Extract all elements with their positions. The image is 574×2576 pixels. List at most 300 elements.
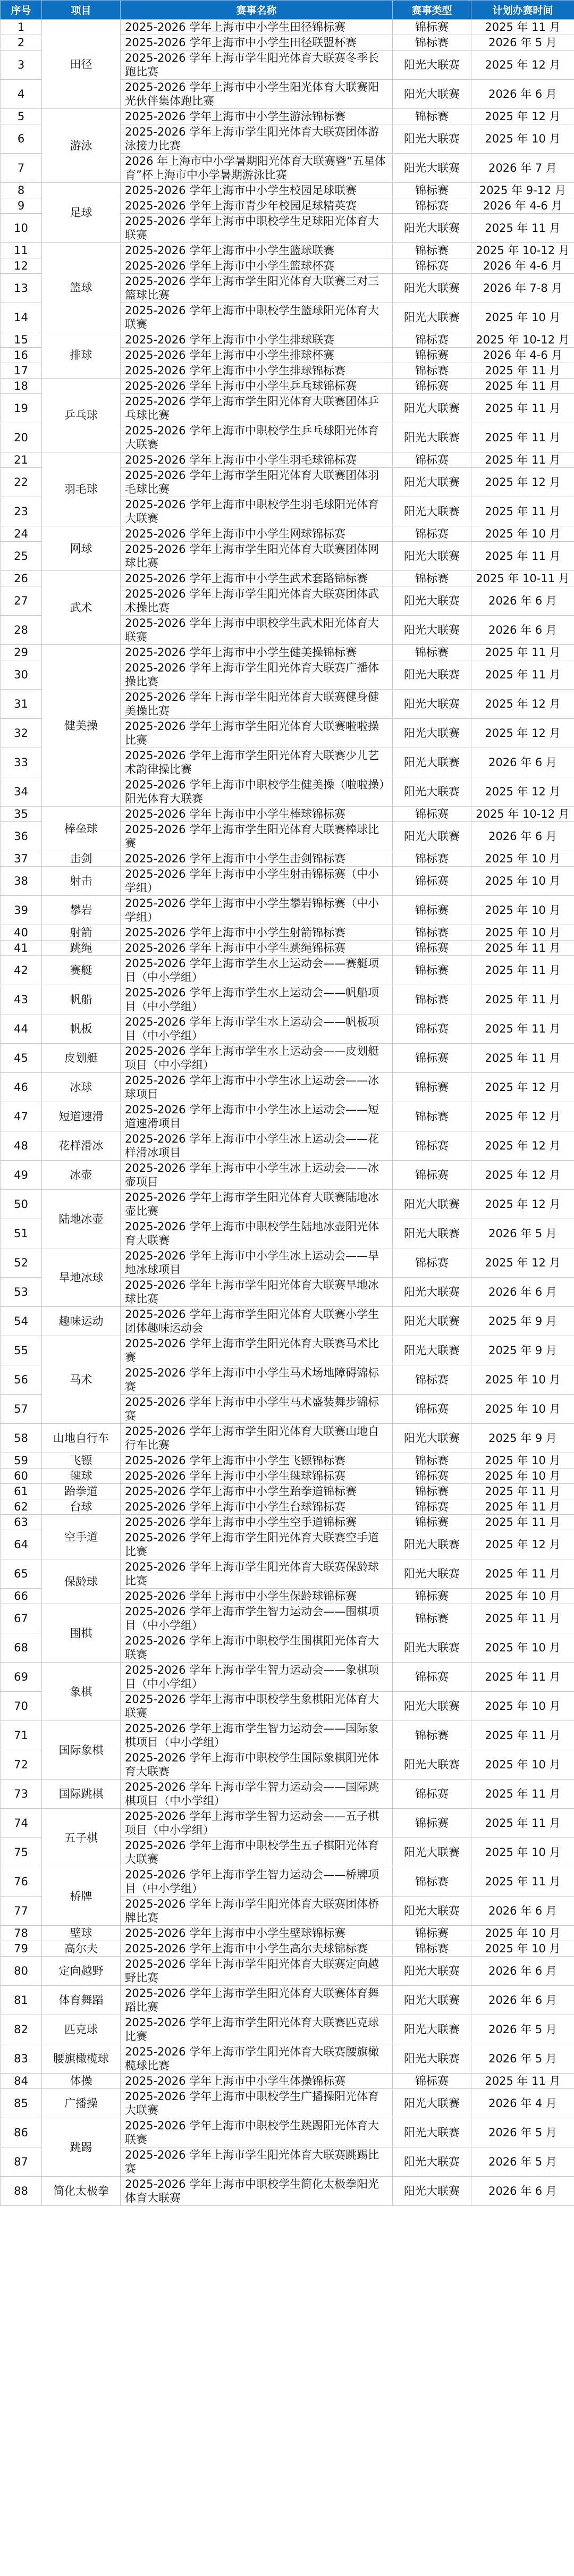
row-project: 体育舞蹈 [42,1986,121,2015]
row-event-name: 2025-2026 学年上海市学生水上运动会——帆船项目（中小学组） [121,985,393,1014]
row-project: 跆拳道 [42,1484,121,1499]
row-event-name: 2025-2026 学年上海市学生水上运动会——帆板项目（中小学组） [121,1014,393,1044]
row-number: 18 [1,379,42,394]
row-planned-time: 2025 年 10 月 [471,1692,574,1721]
row-event-name: 2025-2026 学年上海市学生智力运动会——象棋项目（中小学组） [121,1663,393,1692]
row-event-name: 2025-2026 学年上海市学生阳光体育大联赛三对三篮球比赛 [121,274,393,303]
row-event-name: 2025-2026 学年上海市中职校学生五子棋阳光体育大联赛 [121,1838,393,1867]
row-planned-time: 2025 年 10 月 [471,867,574,896]
row-event-name: 2025-2026 学年上海市中小学生篮球联赛 [121,243,393,258]
row-number: 45 [1,1044,42,1073]
row-project: 保龄球 [42,1559,121,1604]
row-planned-time: 2025 年 12 月 [471,1131,574,1161]
row-event-type: 阳光大联赛 [393,1559,471,1589]
row-number: 29 [1,645,42,660]
row-number: 70 [1,1692,42,1721]
table-row [1,109,574,124]
row-project: 高尔夫 [42,1941,121,1957]
row-event-name: 2025-2026 学年上海市学生阳光体育大联赛团体乒乓球比赛 [121,394,393,423]
row-event-type: 阳光大联赛 [393,1897,471,1926]
row-planned-time: 2025 年 11 月 [471,985,574,1014]
row-planned-time: 2025 年 11 月 [471,452,574,468]
row-planned-time: 2026 年 5 月 [471,2015,574,2044]
row-project: 攀岩 [42,896,121,925]
row-event-type: 阳光大联赛 [393,2147,471,2177]
row-project: 击剑 [42,851,121,867]
row-event-type: 锦标赛 [393,332,471,348]
row-event-type: 锦标赛 [393,925,471,941]
row-event-name: 2025-2026 学年上海市学生阳光体育大联赛体育舞蹈比赛 [121,1986,393,2015]
row-event-name: 2025-2026 学年上海市中职校学生围棋阳光体育大联赛 [121,1633,393,1663]
row-number: 80 [1,1957,42,1986]
table-row [1,851,574,867]
row-planned-time: 2026 年 4-6 月 [471,348,574,363]
row-project: 短道速滑 [42,1102,121,1131]
row-project: 趣味运动 [42,1307,121,1336]
row-number: 16 [1,348,42,363]
row-project: 健美操 [42,645,121,807]
row-event-type: 锦标赛 [393,363,471,379]
row-event-type: 阳光大联赛 [393,1957,471,1986]
row-event-name: 2025-2026 学年上海市学生阳光体育大联赛腰旗橄榄球比赛 [121,2044,393,2074]
row-number: 68 [1,1633,42,1663]
row-number: 58 [1,1424,42,1453]
table-row [1,1926,574,1941]
row-event-type: 锦标赛 [393,896,471,925]
row-number: 8 [1,183,42,198]
table-row [1,807,574,822]
table-row [1,1809,574,1838]
row-event-name: 2025-2026 学年上海市中小学生排球杯赛 [121,348,393,363]
row-planned-time: 2026 年 5 月 [471,2118,574,2147]
row-event-name: 2025-2026 学年上海市中小学生排球锦标赛 [121,363,393,379]
row-event-name: 2025-2026 学年上海市中小学生跆拳道锦标赛 [121,1484,393,1499]
table-row [1,1484,574,1499]
row-project: 帆船 [42,985,121,1014]
row-number: 36 [1,822,42,851]
row-planned-time: 2025 年 12 月 [471,1190,574,1219]
header-number: 序号 [1,1,42,20]
row-event-type: 阳光大联赛 [393,2177,471,2206]
row-event-name: 2025-2026 学年上海市中小学生高尔夫球锦标赛 [121,1941,393,1957]
row-event-type: 锦标赛 [393,1102,471,1131]
table-row [1,1941,574,1957]
row-event-type: 锦标赛 [393,35,471,51]
row-event-name: 2025-2026 学年上海市中小学生校园足球联赛 [121,183,393,198]
row-event-name: 2025-2026 学年上海市学生阳光体育大联赛团体桥牌比赛 [121,1897,393,1926]
table-row [1,2177,574,2206]
row-planned-time: 2025 年 10-12 月 [471,807,574,822]
row-event-type: 锦标赛 [393,941,471,956]
row-event-name: 2025-2026 学年上海市学生阳光体育大联赛健身健美操比赛 [121,690,393,719]
row-project: 帆板 [42,1014,121,1044]
table-row [1,1248,574,1278]
row-planned-time: 2025 年 10 月 [471,1365,574,1395]
row-planned-time: 2025 年 11 月 [471,1044,574,1073]
row-event-name: 2025-2026 学年上海市中小学生空手道锦标赛 [121,1515,393,1530]
row-number: 66 [1,1589,42,1604]
row-number: 79 [1,1941,42,1957]
row-project: 国际象棋 [42,1721,121,1780]
row-planned-time: 2026 年 6 月 [471,748,574,777]
row-number: 47 [1,1102,42,1131]
row-event-type: 锦标赛 [393,867,471,896]
row-planned-time: 2025 年 10 月 [471,1453,574,1469]
row-event-type: 锦标赛 [393,1663,471,1692]
row-event-name: 2025-2026 学年上海市中小学生冰上运动会——冰球项目 [121,1073,393,1102]
row-number: 59 [1,1453,42,1469]
row-event-type: 阳光大联赛 [393,468,471,497]
row-number: 6 [1,124,42,154]
row-project: 跳绳 [42,941,121,956]
row-event-type: 阳光大联赛 [393,1838,471,1867]
table-row [1,1073,574,1102]
row-event-type: 阳光大联赛 [393,274,471,303]
row-event-name: 2025-2026 学年上海市学生阳光体育大联赛少儿艺术韵律操比赛 [121,748,393,777]
row-event-type: 锦标赛 [393,1867,471,1897]
row-planned-time: 2025 年 11 月 [471,1515,574,1530]
row-event-type: 阳光大联赛 [393,1307,471,1336]
row-planned-time: 2025 年 12 月 [471,777,574,807]
row-event-type: 锦标赛 [393,1073,471,1102]
row-number: 50 [1,1190,42,1219]
row-event-type: 锦标赛 [393,1721,471,1750]
row-event-name: 2025-2026 学年上海市青少年校园足球精英赛 [121,198,393,214]
table-row [1,183,574,198]
row-event-type: 阳光大联赛 [393,1278,471,1307]
row-number: 14 [1,303,42,332]
row-planned-time: 2026 年 4-6 月 [471,198,574,214]
row-number: 10 [1,214,42,243]
row-event-type: 锦标赛 [393,1365,471,1395]
row-number: 75 [1,1838,42,1867]
row-planned-time: 2026 年 6 月 [471,1278,574,1307]
row-planned-time: 2025 年 12 月 [471,1102,574,1131]
row-planned-time: 2026 年 6 月 [471,1986,574,2015]
row-number: 34 [1,777,42,807]
row-number: 38 [1,867,42,896]
row-event-type: 阳光大联赛 [393,586,471,616]
row-event-name: 2025-2026 学年上海市学生智力运动会——桥牌项目（中小学组） [121,1867,393,1897]
row-planned-time: 2025 年 10 月 [471,1589,574,1604]
row-number: 12 [1,258,42,274]
row-event-name: 2025-2026 学年上海市中职校学生陆地冰壶阳光体育大联赛 [121,1219,393,1248]
row-number: 48 [1,1131,42,1161]
row-project: 田径 [42,20,121,109]
row-number: 39 [1,896,42,925]
row-event-type: 阳光大联赛 [393,214,471,243]
row-number: 41 [1,941,42,956]
table-row [1,1102,574,1131]
row-event-type: 阳光大联赛 [393,1190,471,1219]
row-project: 皮划艇 [42,1044,121,1073]
row-event-name: 2025-2026 学年上海市中小学生排球联赛 [121,332,393,348]
row-event-type: 阳光大联赛 [393,124,471,154]
row-project: 乒乓球 [42,379,121,452]
row-project: 网球 [42,526,121,571]
table-row [1,1190,574,1219]
row-number: 30 [1,660,42,690]
row-event-type: 锦标赛 [393,1453,471,1469]
row-event-type: 锦标赛 [393,1014,471,1044]
row-project: 桥牌 [42,1867,121,1926]
table-row [1,2089,574,2118]
row-number: 81 [1,1986,42,2015]
row-event-type: 锦标赛 [393,452,471,468]
row-event-name: 2025-2026 学年上海市中小学生网球锦标赛 [121,526,393,542]
row-number: 87 [1,2147,42,2177]
table-row [1,1957,574,1986]
row-event-name: 2025-2026 学年上海市中小学生保龄球锦标赛 [121,1589,393,1604]
row-event-name: 2025-2026 学年上海市中小学生乒乓球锦标赛 [121,379,393,394]
row-planned-time: 2025 年 11 月 [471,379,574,394]
row-event-type: 锦标赛 [393,985,471,1014]
row-project: 简化太极拳 [42,2177,121,2206]
row-project: 篮球 [42,243,121,332]
row-number: 77 [1,1897,42,1926]
row-project: 体操 [42,2074,121,2089]
row-event-name: 2025-2026 学年上海市学生阳光体育大联赛跳踢比赛 [121,2147,393,2177]
row-event-name: 2025-2026 学年上海市中小学生健美操锦标赛 [121,645,393,660]
table-row [1,1336,574,1365]
row-event-name: 2025-2026 学年上海市中小学生射箭锦标赛 [121,925,393,941]
row-event-type: 锦标赛 [393,571,471,586]
row-event-name: 2025-2026 学年上海市学生阳光体育大联赛团体网球比赛 [121,542,393,571]
row-planned-time: 2026 年 5 月 [471,2044,574,2074]
row-planned-time: 2025 年 10 月 [471,1750,574,1780]
row-planned-time: 2025 年 12 月 [471,1073,574,1102]
row-planned-time: 2026 年 6 月 [471,822,574,851]
row-number: 84 [1,2074,42,2089]
row-project: 马术 [42,1336,121,1424]
row-event-name: 2025-2026 学年上海市学生阳光体育大联赛团体羽毛球比赛 [121,468,393,497]
row-event-name: 2025-2026 学年上海市中小学生击剑锦标赛 [121,851,393,867]
row-planned-time: 2026 年 5 月 [471,35,574,51]
table-row [1,2118,574,2147]
row-planned-time: 2025 年 11 月 [471,1809,574,1838]
row-event-name: 2025-2026 学年上海市学生阳光体育大联赛棒球比赛 [121,822,393,851]
row-event-name: 2025-2026 学年上海市中小学生壁球锦标赛 [121,1926,393,1941]
row-event-type: 阳光大联赛 [393,497,471,526]
row-planned-time: 2025 年 10 月 [471,1395,574,1424]
row-number: 20 [1,423,42,452]
row-event-name: 2025-2026 学年上海市学生阳光体育大联赛啦啦操比赛 [121,719,393,748]
row-event-name: 2025-2026 学年上海市学生阳光体育大联赛广播体操比赛 [121,660,393,690]
row-number: 32 [1,719,42,748]
row-number: 52 [1,1248,42,1278]
row-event-name: 2025-2026 学年上海市学生阳光体育大联赛小学生团体趣味运动会 [121,1307,393,1336]
row-planned-time: 2025 年 11 月 [471,1721,574,1750]
header-planned-time: 计划办赛时间 [471,1,574,20]
row-planned-time: 2025 年 11 月 [471,1559,574,1589]
table-row [1,1044,574,1073]
row-number: 24 [1,526,42,542]
row-planned-time: 2025 年 12 月 [471,690,574,719]
row-event-name: 2025-2026 学年上海市学生阳光体育大联赛陆地冰壶比赛 [121,1190,393,1219]
table-row [1,1867,574,1897]
row-project: 匹克球 [42,2015,121,2044]
row-project: 射箭 [42,925,121,941]
row-number: 62 [1,1499,42,1515]
row-planned-time: 2025 年 11 月 [471,497,574,526]
row-planned-time: 2025 年 10 月 [471,303,574,332]
row-event-name: 2025-2026 学年上海市中小学生游泳锦标赛 [121,109,393,124]
row-event-type: 阳光大联赛 [393,1633,471,1663]
row-planned-time: 2025 年 11 月 [471,214,574,243]
row-planned-time: 2025 年 11 月 [471,542,574,571]
row-number: 35 [1,807,42,822]
row-planned-time: 2025 年 11 月 [471,423,574,452]
row-planned-time: 2025 年 10-12 月 [471,332,574,348]
row-planned-time: 2026 年 5 月 [471,1219,574,1248]
row-event-name: 2025-2026 学年上海市中小学生冰上运动会——短道速滑项目 [121,1102,393,1131]
row-event-type: 阳光大联赛 [393,1986,471,2015]
row-event-name: 2025-2026 学年上海市中小学生体操锦标赛 [121,2074,393,2089]
row-event-name: 2025-2026 学年上海市学生阳光体育大联赛定向越野比赛 [121,1957,393,1986]
row-project: 游泳 [42,109,121,183]
row-event-name: 2025-2026 学年上海市中小学生羽毛球锦标赛 [121,452,393,468]
row-project: 花样滑冰 [42,1131,121,1161]
row-project: 赛艇 [42,956,121,985]
row-number: 1 [1,20,42,35]
row-event-type: 阳光大联赛 [393,80,471,109]
row-number: 44 [1,1014,42,1044]
row-number: 9 [1,198,42,214]
row-number: 82 [1,2015,42,2044]
table-row [1,1499,574,1515]
table-row [1,1307,574,1336]
row-project: 棒垒球 [42,807,121,851]
row-planned-time: 2025 年 11 月 [471,394,574,423]
row-number: 76 [1,1867,42,1897]
row-event-type: 阳光大联赛 [393,2015,471,2044]
row-number: 4 [1,80,42,109]
table-row [1,867,574,896]
row-number: 5 [1,109,42,124]
row-number: 46 [1,1073,42,1102]
row-event-name: 2025-2026 学年上海市学生阳光体育大联赛保龄球比赛 [121,1559,393,1589]
row-planned-time: 2025 年 10 月 [471,1926,574,1941]
table-row [1,985,574,1014]
table-row [1,1559,574,1589]
row-planned-time: 2025 年 11 月 [471,20,574,35]
row-number: 63 [1,1515,42,1530]
row-number: 57 [1,1395,42,1424]
row-event-name: 2025-2026 学年上海市学生阳光体育大联赛旱地冰球比赛 [121,1278,393,1307]
table-row [1,1014,574,1044]
row-event-type: 阳光大联赛 [393,2089,471,2118]
row-planned-time: 2025 年 9 月 [471,1307,574,1336]
row-event-type: 锦标赛 [393,526,471,542]
row-event-type: 阳光大联赛 [393,1530,471,1559]
row-event-name: 2025-2026 学年上海市中职校学生健美操（啦啦操）阳光体育大联赛 [121,777,393,807]
row-event-type: 阳光大联赛 [393,748,471,777]
row-project: 陆地冰壶 [42,1190,121,1248]
row-event-type: 锦标赛 [393,1484,471,1499]
row-event-type: 锦标赛 [393,243,471,258]
row-number: 74 [1,1809,42,1838]
row-number: 33 [1,748,42,777]
row-planned-time: 2026 年 7 月 [471,154,574,183]
table-row [1,1469,574,1484]
row-event-type: 锦标赛 [393,1941,471,1957]
row-number: 37 [1,851,42,867]
row-number: 83 [1,2044,42,2074]
row-project: 毽球 [42,1469,121,1484]
row-event-name: 2025-2026 学年上海市中小学生阳光体育大联赛阳光伙伴集体跑比赛 [121,80,393,109]
row-number: 67 [1,1604,42,1633]
row-project: 跳踢 [42,2118,121,2177]
row-event-type: 阳光大联赛 [393,1750,471,1780]
row-number: 64 [1,1530,42,1559]
row-number: 17 [1,363,42,379]
row-event-name: 2025-2026 学年上海市学生水上运动会——皮划艇项目（中小学组） [121,1044,393,1073]
row-event-type: 锦标赛 [393,645,471,660]
row-event-type: 锦标赛 [393,956,471,985]
row-event-name: 2025-2026 学年上海市中职校学生乒乓球阳光体育大联赛 [121,423,393,452]
row-planned-time: 2025 年 9 月 [471,1424,574,1453]
row-planned-time: 2026 年 5 月 [471,2147,574,2177]
table-row [1,1663,574,1692]
row-event-type: 锦标赛 [393,851,471,867]
row-event-type: 阳光大联赛 [393,690,471,719]
row-event-type: 阳光大联赛 [393,616,471,645]
row-event-name: 2025-2026 学年上海市学生智力运动会——国际象棋项目（中小学组） [121,1721,393,1750]
row-event-type: 锦标赛 [393,807,471,822]
row-number: 72 [1,1750,42,1780]
row-planned-time: 2025 年 9 月 [471,1336,574,1365]
row-event-name: 2025-2026 学年上海市中职校学生篮球阳光体育大联赛 [121,303,393,332]
row-event-name: 2025-2026 学年上海市中小学生棒球锦标赛 [121,807,393,822]
table-row [1,1424,574,1453]
row-event-type: 锦标赛 [393,198,471,214]
row-event-type: 阳光大联赛 [393,719,471,748]
table-row [1,571,574,586]
row-event-type: 锦标赛 [393,348,471,363]
row-project: 冰壶 [42,1161,121,1190]
row-planned-time: 2025 年 11 月 [471,2074,574,2089]
row-project: 排球 [42,332,121,379]
row-number: 15 [1,332,42,348]
table-row [1,2044,574,2074]
row-number: 22 [1,468,42,497]
row-number: 55 [1,1336,42,1365]
table-row [1,20,574,35]
row-event-type: 锦标赛 [393,1926,471,1941]
row-event-name: 2025-2026 学年上海市中小学生跳绳锦标赛 [121,941,393,956]
row-event-name: 2025-2026 学年上海市学生阳光体育大联赛匹克球比赛 [121,2015,393,2044]
row-planned-time: 2025 年 11 月 [471,1780,574,1809]
row-event-name: 2025-2026 学年上海市学生阳光体育大联赛山地自行车比赛 [121,1424,393,1453]
row-planned-time: 2025 年 11 月 [471,1604,574,1633]
row-planned-time: 2025 年 10-12 月 [471,243,574,258]
row-number: 78 [1,1926,42,1941]
row-event-type: 阳光大联赛 [393,51,471,80]
row-event-type: 阳光大联赛 [393,303,471,332]
row-number: 49 [1,1161,42,1190]
row-number: 69 [1,1663,42,1692]
row-number: 23 [1,497,42,526]
row-event-name: 2025-2026 学年上海市学生阳光体育大联赛冬季长跑比赛 [121,51,393,80]
row-event-type: 阳光大联赛 [393,423,471,452]
row-event-type: 锦标赛 [393,1780,471,1809]
row-event-name: 2025-2026 学年上海市中小学生毽球锦标赛 [121,1469,393,1484]
row-number: 13 [1,274,42,303]
row-planned-time: 2025 年 10 月 [471,1469,574,1484]
row-number: 51 [1,1219,42,1248]
table-row [1,2074,574,2089]
table-row [1,645,574,660]
